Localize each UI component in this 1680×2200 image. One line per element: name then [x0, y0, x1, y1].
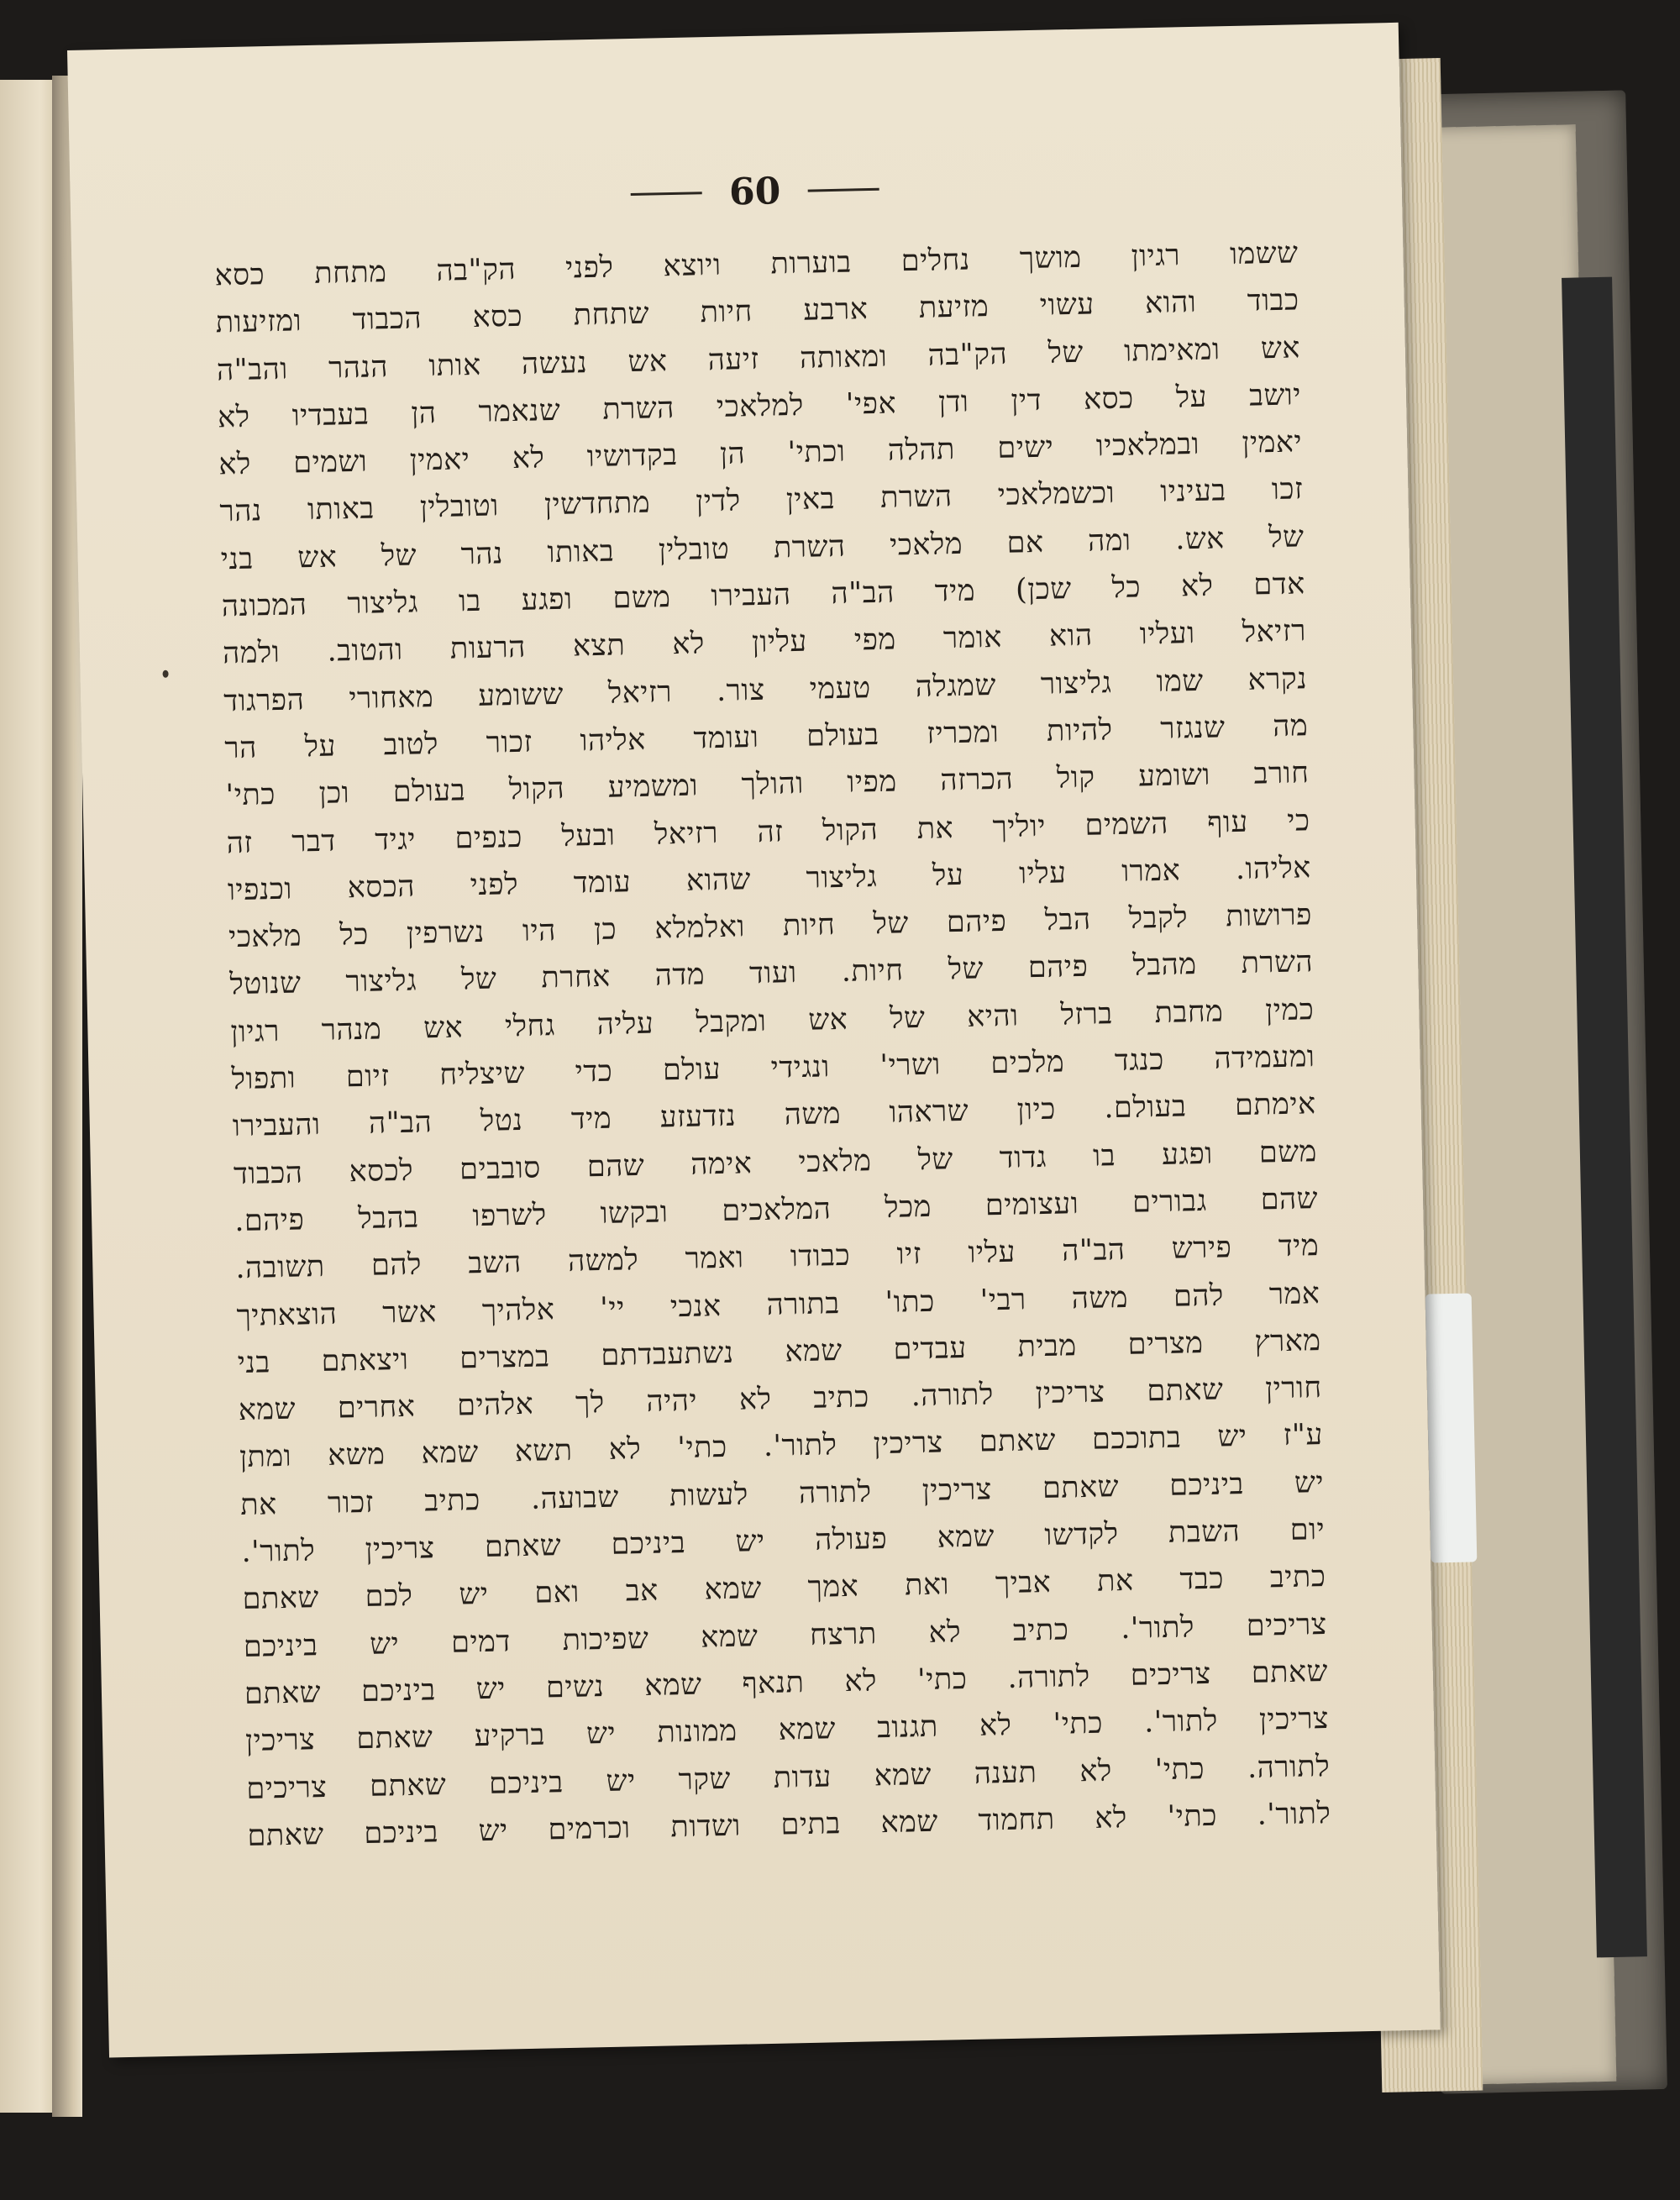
- ink-speck: [162, 670, 168, 678]
- text-line: חורין שאתם צריכין לתורה. כתיב לא יהיה לך אלהים אחרים שמא: [238, 1371, 1323, 1428]
- text-line: לתורה. כתי' לא תענה שמא עדות שקר יש ביניכם שאתם צריכים: [245, 1749, 1331, 1806]
- text-line: שהם גבורים ועצומים מכל המלאכים ובקשו לשרפו בהבל פיהם.: [234, 1182, 1319, 1239]
- text-line: חורב ושומע קול הכרזה מפיו והולך ומשמיע הקול בעולם וכן כתי': [225, 756, 1310, 813]
- text-line: שאתם צריכים לתורה. כתי' לא תנאף שמא נשים יש ביניכם שאתם: [244, 1654, 1329, 1711]
- text-line: פרושות לקבל הבל פיהם של חיות ואלמלא כן היו נשרפין כל מלאכי: [228, 898, 1313, 955]
- text-line: מיד פירש הב"ה עליו זיו כבודו ואמר למשה השב להם תשובה.: [234, 1229, 1320, 1286]
- text-line: זכו בעיניו וכשמלאכי השרת באין לדין מתחדשין וטובלין באותו נהר: [219, 472, 1304, 529]
- text-line: אליהו. אמרו עליו על גליצור שהוא עומד לפני הכסא וכנפיו: [227, 851, 1312, 908]
- text-line: נקרא שמו גליצור שמגלה טעמי צור. רזיאל ששומע מאחורי הפרגוד: [223, 661, 1308, 718]
- text-line: אימתם בעולם. כיון שראהו משה נזדעזע מיד נטל הב"ה והעבירו: [232, 1087, 1317, 1144]
- page-number: 60: [728, 169, 781, 214]
- text-line: יאמין ובמלאכיו ישים תהלה וכתי' הן בקדושיו לא יאמין ושמים לא: [218, 425, 1303, 482]
- text-line: צריכין לתור'. כתי' לא תגנוב שמא ממונות יש ברקיע שאתם צריכין: [244, 1702, 1330, 1759]
- header-dash-right: [807, 187, 879, 192]
- book-page: [67, 23, 1441, 2058]
- text-line: יושב על כסא דין ודן אפי' למלאכי השרת שנאמר הן בעבדיו לא: [217, 378, 1302, 435]
- text-line: ששמו רגיון מושך נחלים בוערות ויוצא לפני הק"בה מתחת כסא: [214, 236, 1299, 293]
- page-content: [213, 150, 1333, 1937]
- paper-bookmark: [1425, 1293, 1478, 1562]
- text-line: משם ופגע בו גדוד של מלאכי אימה שהם סובבים לכסא הכבוד: [233, 1134, 1318, 1191]
- text-line: כמין מחבת ברזל והיא של אש ומקבל עליה גחלי אש מנהר רגיון: [230, 992, 1315, 1049]
- text-line: ע"ז יש בתוככם שאתם צריכין לתור'. כתי' לא תשא שמא משא ומתן: [239, 1418, 1324, 1475]
- text-line: ומעמידה כנגד מלכים ושרי' ונגידי עולם כדי שיצליח זיום ותפול: [231, 1040, 1315, 1097]
- text-line: אש ומאימתו של הק"בה ומאותה זיעה אש נעשה אותו הנהר והב"ה: [216, 330, 1301, 387]
- page-header: [213, 150, 1297, 232]
- text-line: יום השבת לקדשו שמא פעולה יש ביניכם שאתם צריכין לתור'.: [241, 1513, 1326, 1570]
- body-text: [214, 229, 1331, 1860]
- text-line: לתור'. כתי' לא תחמוד שמא בתים ושדות וכרמים יש ביניכם שאתם: [247, 1796, 1331, 1853]
- text-line: כתיב כבד את אביך ואת אמך שמא אב ואם יש לכם שאתם: [242, 1560, 1326, 1617]
- text-line: כבוד והוא עשוי מזיעת ארבע חיות שתחת כסא הכבוד ומזיעות: [215, 283, 1299, 340]
- header-dash-left: [631, 192, 702, 196]
- text-line: אמר להם משה רבי' כתו' בתורה אנכי יי' אלהיך אשר הוצאתיך: [236, 1276, 1320, 1333]
- text-line: אדם לא כל שכן) מיד הב"ה העבירו משם ופגע בו גליצור המכונה: [221, 567, 1306, 624]
- text-line: רזיאל ועליו הוא אומר מפי עליון לא תצא הרעות והטוב. ולמה: [222, 614, 1307, 671]
- text-line: יש ביניכם שאתם צריכין לתורה לעשות שבועה. כתיב זכור את: [239, 1465, 1325, 1522]
- text-line: של אש. ומה אם מלאכי השרת טובלין באותו נהר של אש בני: [220, 520, 1305, 577]
- text-line: צריכים לתור'. כתיב לא תרצח שמא שפיכות דמים יש ביניכם: [243, 1607, 1327, 1664]
- text-line: מארץ מצרים מבית עבדים שמא נשתעבדתם במצרים ויצאתם בני: [237, 1323, 1321, 1380]
- text-line: השרת מהבל פיהם של חיות. ועוד מדה אחרת של גליצור שנוטל: [228, 945, 1314, 1002]
- text-line: כי עוף השמים יוליך את הקול זה רזיאל ובעל כנפים יגיד דבר זה: [226, 803, 1310, 860]
- text-line: מה שנגזר להיות ומכריז בעולם ועומד אליהו זכור לטוב על הר: [224, 709, 1309, 766]
